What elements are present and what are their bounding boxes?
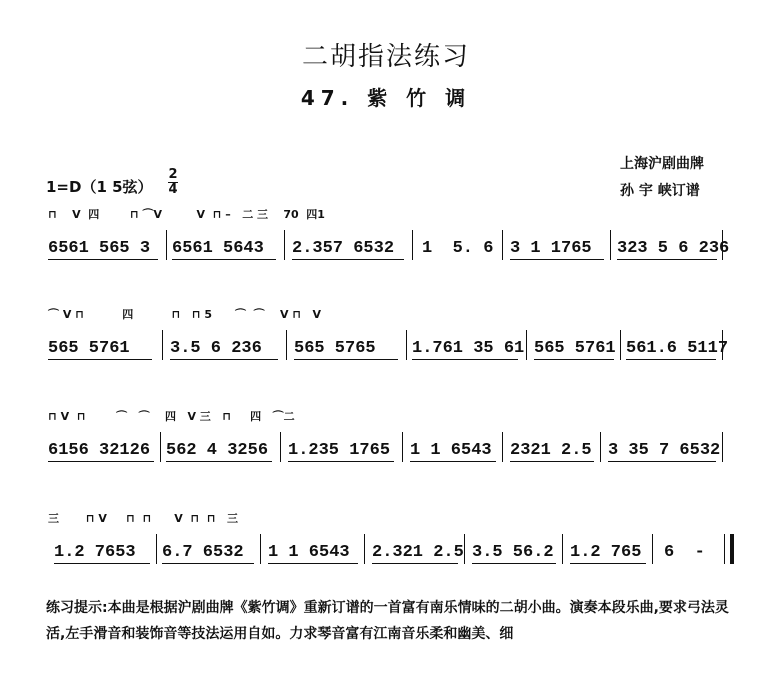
barline: [260, 534, 261, 564]
barline: [600, 432, 601, 462]
barline: [652, 534, 653, 564]
barline: [160, 432, 161, 462]
practice-tip: [46, 595, 736, 647]
score-line-1: [40, 190, 730, 270]
underline-beam: [510, 461, 594, 462]
barline: [412, 230, 413, 260]
measure: 2.321 2.5: [372, 543, 464, 562]
bowing-marks: 三 ⊓ V ⊓ ⊓ V ⊓ ⊓ 三: [48, 512, 239, 525]
underline-beam: [162, 563, 254, 564]
barline: [162, 330, 163, 360]
source-credit: 上海沪剧曲牌: [620, 156, 704, 172]
measure: 6561 565 3: [48, 239, 151, 258]
measure: 1 5. 6: [422, 239, 494, 258]
underline-beam: [608, 461, 716, 462]
underline-beam: [292, 259, 404, 260]
page-title: 二胡指法练习: [301, 42, 470, 72]
score-line-4: [40, 494, 730, 574]
measure: 6.7 6532: [162, 543, 244, 562]
measure: 1.235 1765: [288, 441, 391, 460]
measure: 565 5761: [48, 339, 130, 358]
piece-title: 47. 紫 竹 调: [300, 86, 472, 110]
barline: [364, 534, 365, 564]
barline: [284, 230, 285, 260]
barline: [280, 432, 281, 462]
final-barline-thin: [724, 534, 725, 564]
final-barline-thick: [730, 534, 734, 564]
underline-beam: [48, 461, 154, 462]
barline: [722, 330, 723, 360]
underline-beam: [626, 359, 716, 360]
measure: 2.357 6532: [292, 239, 395, 258]
measure: 561.6 5117: [626, 339, 729, 358]
score-line-2: [40, 290, 730, 370]
underline-beam: [294, 359, 398, 360]
barline: [406, 330, 407, 360]
measure: 565 5765: [294, 339, 376, 358]
key-signature: 1=D（1 5弦）: [46, 178, 153, 196]
underline-beam: [372, 563, 458, 564]
underline-beam: [534, 359, 614, 360]
measure: 6 -: [664, 543, 705, 562]
barline: [620, 330, 621, 360]
barline: [502, 432, 503, 462]
measure: 3.5 56.2: [472, 543, 554, 562]
barline: [610, 230, 611, 260]
underline-beam: [54, 563, 150, 564]
underline-beam: [170, 359, 278, 360]
practice-tip-text: 本曲是根据沪剧曲牌《紫竹调》重新订谱的一首富有南乐情味的二胡小曲。演奏本段乐曲,要求弓法灵活,左手滑音和装饰音等技法运用自如。力求琴音富有江南音乐柔和幽美、细: [46, 600, 729, 642]
underline-beam: [48, 359, 152, 360]
barline: [526, 330, 527, 360]
underline-beam: [472, 563, 556, 564]
barline: [166, 230, 167, 260]
underline-beam: [268, 563, 358, 564]
measure: 3 1 1765: [510, 239, 592, 258]
bowing-marks: ⊓ V ⊓ ⌒ ⌒ 四 V 三 ⊓ 四 ⌒二: [48, 410, 295, 423]
measure: 2321 2.5: [510, 441, 592, 460]
underline-beam: [166, 461, 272, 462]
barline: [722, 230, 723, 260]
score-line-3: [40, 392, 730, 472]
measure: 3 35 7 6532: [608, 441, 721, 460]
measure: 3.5 6 236: [170, 339, 262, 358]
bowing-marks: ⊓ V 四 ⊓ ⌒V V ⊓ – 二 三 70 四1: [48, 208, 325, 221]
bowing-marks: ⌒ V ⊓ 四 ⊓ ⊓ 5 ⌒ ⌒ V ⊓ V: [48, 308, 322, 321]
measure: 6156 32126: [48, 441, 151, 460]
underline-beam: [410, 461, 496, 462]
underline-beam: [510, 259, 604, 260]
time-denominator: 4: [168, 182, 178, 197]
practice-tip-label: 练习提示:: [46, 600, 108, 616]
barline: [156, 534, 157, 564]
measure: 1 1 6543: [410, 441, 492, 460]
measure: 562 4 3256: [166, 441, 269, 460]
underline-beam: [48, 259, 158, 260]
barline: [402, 432, 403, 462]
measure: 1.2 7653: [54, 543, 136, 562]
measure: 1.2 765: [570, 543, 642, 562]
measure: 1.761 35 61: [412, 339, 525, 358]
underline-beam: [570, 563, 646, 564]
arranger-credit: 孙 宇 峡订谱: [620, 183, 700, 199]
measure: 1 1 6543: [268, 543, 350, 562]
barline: [464, 534, 465, 564]
underline-beam: [172, 259, 276, 260]
measure: 565 5761: [534, 339, 616, 358]
measure: 323 5 6 236: [617, 239, 730, 258]
barline: [562, 534, 563, 564]
measure: 6561 5643: [172, 239, 264, 258]
time-numerator: 2: [168, 167, 178, 182]
barline: [722, 432, 723, 462]
underline-beam: [617, 259, 717, 260]
underline-beam: [288, 461, 394, 462]
barline: [286, 330, 287, 360]
barline: [502, 230, 503, 260]
underline-beam: [412, 359, 518, 360]
